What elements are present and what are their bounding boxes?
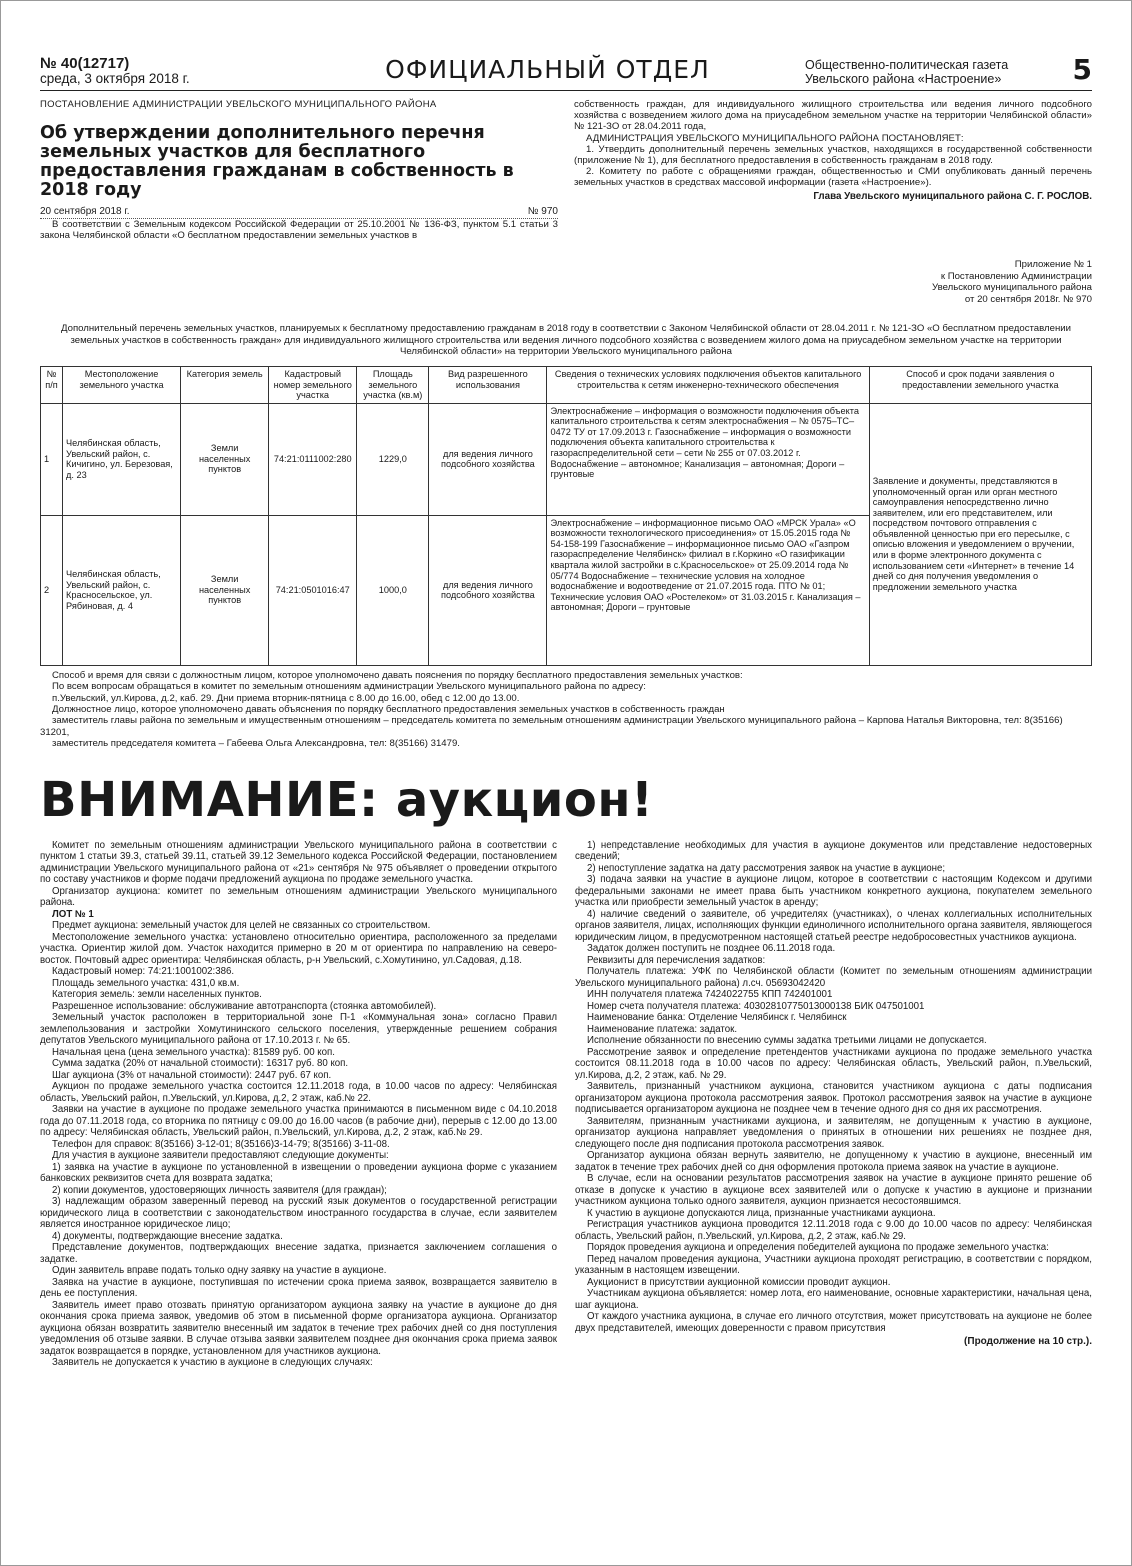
paragraph: Номер счета получателя платежа: 40302810775013000138 БИК 047501001 [587, 1000, 925, 1012]
annex-line: Приложение № 1 [1014, 259, 1092, 271]
paragraph: В случае, если на основании результатов рассмотрения заявок на участие в аукционе принято решение об отказе в допуске к участию в аукционе всех заявителей или о допуске к участию в аукционе и признании участником аукциона только одного заявителя, аукцион признается несостоявшимся. [575, 1173, 1092, 1208]
paragraph: Реквизиты для перечисления задатков: [587, 954, 766, 966]
paragraph: Аукционист в присутствии аукционной комиссии проводит аукцион. [587, 1276, 891, 1288]
auction-columns [40, 840, 1092, 1369]
paragraph: 4) наличие сведений о заявителе, об учредителях (участниках), о членах коллегиальных исполнительных органов заявителя, лицах, исполняющих функции единоличного исполнительного органа заявителя, являющегося юридическим лицом, в предусмотренном настоящей статьей реестре недобросовестных участников аукциона. [575, 908, 1092, 943]
contact-line: п.Увельский, ул.Кирова, д.2, каб. 29. Дни приема вторник-пятница с 8.00 до 16.00, обед с 12.00 до 13.00. [52, 692, 520, 704]
resolution-date: 20 сентября 2018 г. [40, 206, 130, 217]
issue-number: № 40(12717) [40, 55, 130, 72]
column-header: Способ и срок подачи заявления о предоставлении земельного участка [869, 366, 1091, 403]
table-cell: Челябинская область, Увельский район, с. Кичигино, ул. Березовая, д. 23 [63, 403, 181, 515]
paragraph: Заявки на участие в аукционе по продаже земельного участка принимаются в письменном виде с 04.10.2018 года до 07.11.2018 года, со вторника по пятницу с 09.00 до 16.00 часов (в рабочие дни), перерыв с 12.00 до 13.00 по адресу: Челябинская область, Увельский район, п.Увельский, ул.Кирова, д.2, 2 этаж, каб.№ 29. [40, 1104, 557, 1139]
resolution-intro [40, 219, 558, 241]
table-cell: 74:21:0501016:47 [269, 515, 357, 665]
column-header: Сведения о технических условиях подключения объектов капитального строительства к сетям инженерно-технического обеспечения [547, 366, 869, 403]
table-cell: 1000,0 [357, 515, 429, 665]
column-header: Местоположение земельного участка [63, 366, 181, 403]
paragraph: Получатель платежа: УФК по Челябинской области (Комитет по земельным отношениям администрации Увельского муниципального района) л.сч. 05693042420 [575, 966, 1092, 989]
paragraph: 1. Утвердить дополнительный перечень земельных участков, находящихся в государственной собственности (приложение № 1), для бесплатного предоставления в собственность гражданам в 2018 году. [574, 143, 1092, 167]
page-header [40, 40, 1092, 91]
paragraph: Участникам аукциона объявляется: номер лота, его наименование, основные характеристики, начальная цена, шаг аукциона. [575, 1288, 1092, 1311]
resolution-right-column [574, 99, 1092, 241]
table-cell: 1 [41, 403, 63, 515]
table-cell: Заявление и документы, представляются в уполномоченный орган или орган местного самоуправления непосредственно лично заявителем, или его представителем, или посредством почтового отправления с объявленной ценностью при его пересылке, с описью вложения и уведомлением о вручении, или в форме электронного документа с использованием сети «Интернет» в течение 14 дней со дня получения уведомления о предложении земельного участка [869, 403, 1091, 665]
paragraph: Организатор аукциона: комитет по земельным отношениям администрации Увельского муниципального района. [40, 885, 557, 909]
column-header: Вид разрешенного использования [429, 366, 547, 403]
auction-left-column [40, 840, 557, 1369]
newspaper-name: Общественно-политическая газета Увельского района «Настроение» [805, 58, 1009, 86]
paragraph: Заявителям, признанным участниками аукциона, и заявителям, не допущенным к участию в аукционе, организатор аукциона направляет уведомления о принятых в отношении них решениях не позднее дня, следующего после дня подписания протокола рассмотрения заявок. [575, 1115, 1092, 1150]
paragraph: Рассмотрение заявок и определение претендентов участниками аукциона по продаже земельного участка состоится 08.11.2018 года в 10.00 часов по адресу: Челябинская область, Увельский район, п.Увельский, ул.Кирова, д.2, 2 этаж, каб. № 29. [575, 1046, 1092, 1081]
paragraph: 3) надлежащим образом заверенный перевод на русский язык документов о государственной регистрации юридического лица в соответствии с законодательством иностранного государства в случае, если заявителем является иностранное юридическое лицо; [40, 1196, 557, 1231]
paragraph: Порядок проведения аукциона и определения победителей аукциона по продаже земельного участка: [587, 1242, 1049, 1254]
paragraph: Перед началом проведения аукциона, Участники аукциона проходят регистрацию, в соответствии с порядком, указанным в настоящем извещении. [575, 1253, 1092, 1277]
paragraph: АДМИНИСТРАЦИЯ УВЕЛЬСКОГО МУНИЦИПАЛЬНОГО РАЙОНА ПОСТАНОВЛЯЕТ: [586, 132, 964, 144]
paragraph: Местоположение земельного участка: установлено относительно ориентира, расположенного за пределами участка. Ориентир жилой дом. Участок находится примерно в 20 м от ориентира по направлению на северо- восток. Почтовый адрес ориентира: Челябинская область, р-н Увельский, с.Хомутинино, ул.Садовая, д.18. [40, 931, 557, 966]
land-plots-table [40, 366, 1092, 666]
paragraph: Категория земель: земли населенных пунктов. [52, 989, 262, 1001]
paragraph: Комитет по земельным отношениям администрации Увельского муниципального района в соответствии с пунктом 1 статьи 39.3, статьей 39.11, статьей 39.12 Земельного кодекса Российской Федерации, постановлением администрации Увельского муниципального района от «21» сентября № 975 объявляет о проведении открытого по составу участников и форме подачи предложений аукциона по продаже земельного участка. [40, 839, 557, 886]
table-cell: Земли населенных пунктов [181, 403, 269, 515]
paragraph: Наименование банка: Отделение Челябинск г. Челябинск [587, 1012, 847, 1024]
paragraph: Заявитель имеет право отозвать принятую организатором аукциона заявку на участие в аукционе до дня окончания срока приема заявок, уведомив об этом в письменной форме организатора аукциона. Организатор аукциона обязан возвратить заявителю внесенный им задаток в течение трех рабочих дней со дня поступления уведомления об отзыве заявки. В случае отзыва заявки заявителем позднее дня окончания срока приема заявок задаток возвращается в порядке, установленном для участников аукциона. [40, 1299, 557, 1357]
column-header: № п/п [41, 366, 63, 403]
paragraph: 4) документы, подтверждающие внесение задатка. [52, 1230, 283, 1242]
contact-line: заместитель председателя комитета – Габеева Ольга Александровна, тел: 8(35166) 31479. [52, 738, 460, 750]
paragraph: К участию в аукционе допускаются лица, признанные участниками аукциона. [587, 1207, 936, 1219]
paragraph: Кадастровый номер: 74:21:1001002:386. [52, 966, 235, 978]
table-cell: 74:21:0111002:280 [269, 403, 357, 515]
table-row [41, 403, 1092, 515]
paragraph: 1) непредставление необходимых для участия в аукционе документов или представление недостоверных сведений; [575, 839, 1092, 863]
paragraph: Организатор аукциона обязан вернуть заявителю, не допущенному к участию в аукционе, внесенный им задаток в течение трех рабочих дней со дня оформления протокола приема заявок на участие в аукционе. [575, 1150, 1092, 1173]
paragraph: Аукцион по продаже земельного участка состоится 12.11.2018 года, в 10.00 часов по адресу: Челябинская область, Увельский район, п.Увельский, ул.Кирова, д.2, 2 этаж, каб.№ 22. [40, 1081, 557, 1104]
paragraph: Площадь земельного участка: 431,0 кв.м. [52, 977, 240, 989]
paragraph: 2) копии документов, удостоверяющих личность заявителя (для граждан); [52, 1184, 387, 1196]
annex-line: к Постановлению Администрации [940, 270, 1092, 282]
table-cell: Челябинская область, Увельский район, с. Красносельское, ул. Рябиновая, д. 4 [63, 515, 181, 665]
paragraph: Телефон для справок: 8(35166) 3-12-01; 8(35166)3-14-79; 8(35166) 3-11-08. [52, 1138, 390, 1150]
paragraph: Представление документов, подтверждающих внесение задатка, признается заключением соглашения о задатке. [40, 1242, 557, 1265]
paragraph: 3) подача заявки на участие в аукционе лицом, которое в соответствии с настоящим Кодексом и другими федеральными законами не имеет права быть участником конкретного аукциона, покупателем земельного участка или приобрести земельный участок в аренду; [575, 874, 1092, 909]
paragraph: Регистрация участников аукциона проводится 12.11.2018 года с 9.00 до 10.00 часов по адресу: Челябинская область, Увельский район, п.Увельский, ул.Кирова, д.2, 2 этаж, каб.№ 29. [575, 1219, 1092, 1242]
paragraph: Разрешенное использование: обслуживание автотранспорта (стоянка автомобилей). [52, 1000, 437, 1012]
resolution-number: № 970 [527, 206, 558, 217]
paragraph: От каждого участника аукциона, в случае его личного отсутствия, может присутствовать на аукционе не более двух представителей, имеющих доверенности с правом присутствия [575, 1311, 1092, 1334]
column-header: Категория земель [181, 366, 269, 403]
resolution-dateline [40, 206, 558, 219]
table-cell: 1229,0 [357, 403, 429, 515]
paragraph: Земельный участок расположен в территориальной зоне П-1 «Коммунальная зона» согласно Правил землепользования и застройки Хомутининского сельского поселения, утвержденные решением собрания депутатов Увельского муниципального района от 17.10.2013 г. № 65. [40, 1012, 557, 1047]
annex-line: Увельского муниципального района [932, 282, 1092, 294]
table-cell: для ведения личного подсобного хозяйства [429, 403, 547, 515]
table-cell: 2 [41, 515, 63, 665]
table-cell: для ведения личного подсобного хозяйства [429, 515, 547, 665]
contact-line: Способ и время для связи с должностным лицом, которое уполномочено давать пояснения по порядку бесплатного предоставления земельных участков: [52, 669, 743, 681]
paragraph: 1) заявка на участие в аукционе по установленной в извещении о проведении аукциона форме с указанием банковских реквизитов счета для возврата задатка; [40, 1161, 557, 1185]
paragraph: собственность граждан, для индивидуального жилищного строительства или ведения личного подсобного хозяйства с возведением жилого дома на приусадебном земельном участке на территории Челябинской области» № 121-ЗО от 28.04.2011 года, [574, 99, 1092, 133]
resolution-block [40, 99, 1092, 241]
paragraph: Предмет аукциона: земельный участок для целей не связанных со строительством. [52, 920, 431, 932]
contacts-block [40, 670, 1092, 750]
auction-headline: ВНИМАНИЕ: аукцион! [40, 771, 654, 828]
paragraph: 2) непоступление задатка на дату рассмотрения заявок на участие в аукционе; [587, 862, 946, 874]
contact-line: заместитель главы района по земельным и имущественным отношениям – председатель комитета по земельным отношениям администрации Увельского муниципального района – Карпова Наталья Викторовна, тел: 8(35166) 31201, [40, 715, 1063, 738]
table-header-row [41, 366, 1092, 403]
table-cell: Земли населенных пунктов [181, 515, 269, 665]
resolution-title: Об утверждении дополнительного перечня земельных участков для бесплатного предоставления гражданам в собственность в 2018 году [40, 123, 514, 200]
continuation-note: (Продолжение на 10 стр.). [964, 1336, 1092, 1348]
paragraph: Один заявитель вправе подать только одну заявку на участие в аукционе. [52, 1265, 387, 1277]
annex-line: от 20 сентября 2018г. № 970 [964, 293, 1092, 305]
lot-number: ЛОТ № 1 [52, 908, 94, 920]
table-cell: Электроснабжение – информация о возможности подключения объекта капитального строительства к сетям электроснабжения – № 0575–ТС–0472 ТУ от 17.09.2013 г. Газоснабжение – информация о возможности подключения объекта капитального строительства к газораспределительной сети – сети № 255 от 07.03.2012 г. Водоснабжение – автономное; Канализация – автономная; Дороги – грунтовые [547, 403, 869, 515]
list-title: Дополнительный перечень земельных участков, планируемых к бесплатному предоставлению гражданам в 2018 году в соответствии с Законом Челябинской области от 28.04.2011 г. № 121-ЗО «О бесплатном предоставлении земельных участков в собственность граждан» для индивидуального жилищного строительства или ведения личного подсобного хозяйства с возведением жилого дома на приусадебном земельном участке на территории Челябинской области» на территории Увельского муниципального района [61, 323, 1071, 358]
column-header: Кадастровый номер земельного участка [269, 366, 357, 403]
paragraph: Заявка на участие в аукционе, поступившая по истечении срока приема заявок, возвращается заявителю в день ее поступления. [40, 1276, 557, 1300]
paragraph: Сумма задатка (20% от начальной стоимости): 16317 руб. 80 коп. [52, 1058, 349, 1070]
issue-info [40, 56, 290, 86]
auction-right-column [575, 840, 1092, 1369]
paragraph: 2. Комитету по работе с обращениями граждан, общественностью и СМИ опубликовать данный перечень земельных участков в средствах массовой информации (газета «Настроение»). [574, 166, 1092, 189]
resolution-kicker: ПОСТАНОВЛЕНИЕ АДМИНИСТРАЦИИ УВЕЛЬСКОГО МУНИЦИПАЛЬНОГО РАЙОНА [40, 99, 437, 110]
contact-line: Должностное лицо, которое уполномочено давать объяснения по порядку бесплатного предоставления земельных участков в собственность граждан [52, 703, 725, 715]
paragraph: Заявитель, признанный участником аукциона, становится участником аукциона с даты подписания организатором аукциона протокола рассмотрения заявок. Протокол рассмотрения заявок на участие в аукционе подписывается организатором аукциона не позднее чем в течение одного дня со дня их рассмотрения. [575, 1081, 1092, 1116]
paragraph: ИНН получателя платежа 7424022755 КПП 742401001 [587, 989, 833, 1001]
page-number: 5 [1072, 53, 1092, 86]
paragraph: Для участия в аукционе заявители предоставляют следующие документы: [52, 1150, 389, 1162]
paragraph: Наименование платежа: задаток. [587, 1023, 738, 1035]
annex-caption [872, 259, 1092, 305]
paragraph: Шаг аукциона (3% от начальной стоимости): 2447 руб. 67 коп. [52, 1069, 332, 1081]
paragraph: Заявитель не допускается к участию в аукционе в следующих случаях: [52, 1357, 373, 1369]
paragraph: Исполнение обязанности по внесению суммы задатка третьими лицами не допускается. [587, 1035, 987, 1047]
section-title: ОФИЦИАЛЬНЫЙ ОТДЕЛ [385, 55, 710, 84]
issue-date: среда, 3 октября 2018 г. [40, 71, 190, 86]
paragraph: Задаток должен поступить не позднее 06.11.2018 года. [587, 943, 836, 955]
paragraph: В соответствии с Земельным кодексом Российской Федерации от 25.10.2001 № 136-ФЗ, пунктом 5.1 статьи 3 закона Челябинской области «О бесплатном предоставлении земельных участков в [40, 219, 558, 242]
column-header: Площадь земельного участка (кв.м) [357, 366, 429, 403]
table-cell: Электроснабжение – информационное письмо ОАО «МРСК Урала» «О возможности технологического присоединения» от 15.05.2015 года № 54-158-199 Газоснабжение – информационное письмо ОАО «Газпром газораспределение Челябинск» филиал в г.Коркино «О газификации квартала жилой застройки в с.Красносельское» от 25.09.2014 года № 05/774 Водоснабжение – технические условия на холодное водоснабжение и водоотведение от 21.07.2015 года. ПТО № 01; Технические условия ОАО «Ростелеком» от 31.03.2015 г. Канализация – автономная; Дороги – грунтовые [547, 515, 869, 665]
resolution-left-column [40, 99, 558, 241]
paragraph: Начальная цена (цена земельного участка): 81589 руб. 00 коп. [52, 1046, 335, 1058]
contact-line: По всем вопросам обращаться в комитет по земельным отношениям администрации Увельского муниципального района по адресу: [52, 681, 646, 693]
signature: Глава Увельского муниципального района С. Г. РОСЛОВ. [813, 190, 1092, 202]
